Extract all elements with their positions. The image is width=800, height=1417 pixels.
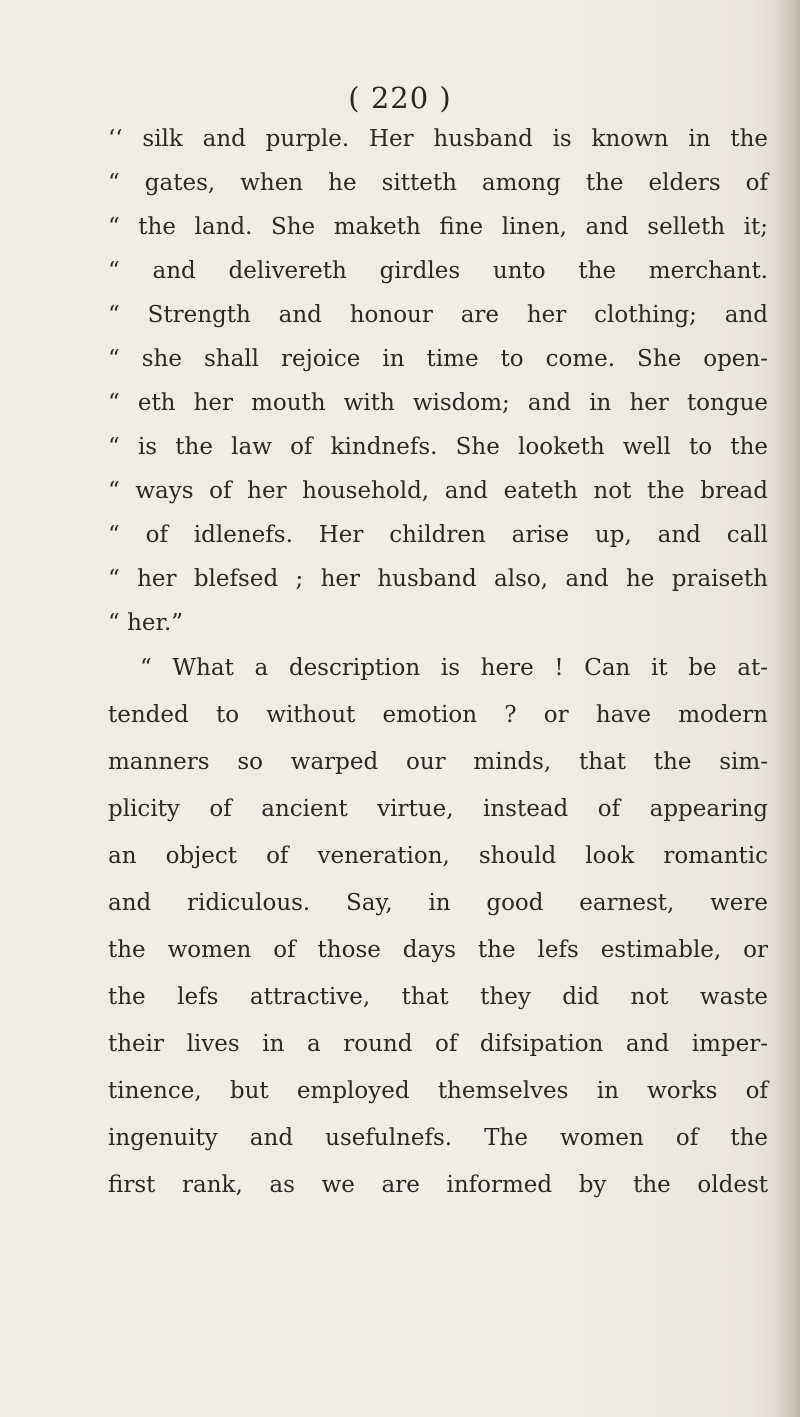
text-line: the women of those days the lefs estimable, or — [108, 937, 768, 963]
text-line: “ is the law of kindnefs. She looketh well to the — [108, 434, 768, 460]
text-line: “ of idlenefs. Her children arise up, and call — [108, 522, 768, 548]
text-line: “ the land. She maketh fine linen, and selleth it; — [108, 214, 768, 240]
text-line: “ her.” — [108, 610, 184, 636]
text-line: manners so warped our minds, that the sim- — [108, 749, 768, 775]
text-line: “ ways of her household, and eateth not the bread — [108, 478, 768, 504]
text-line: “ and delivereth girdles unto the merchant. — [108, 258, 768, 284]
text-line: tended to without emotion ? or have modern — [108, 702, 768, 728]
text-line: “ gates, when he sitteth among the elders of — [108, 170, 768, 196]
page-number: ( 220 ) — [348, 81, 452, 115]
text-line: and ridiculous. Say, in good earnest, were — [108, 890, 768, 916]
text-line: “ eth her mouth with wisdom; and in her tongue — [108, 390, 768, 416]
body-text — [108, 117, 768, 1209]
page-edge-shadow — [774, 0, 800, 1417]
text-line: an object of veneration, should look romantic — [108, 843, 768, 869]
paragraph-first-line: “ What a description is here ! Can it be at- — [140, 655, 768, 681]
text-line: plicity of ancient virtue, instead of appearing — [108, 796, 768, 822]
text-line: “ her blefsed ; her husband also, and he praiseth — [108, 566, 768, 592]
text-line: tinence, but employed themselves in works of — [108, 1078, 768, 1104]
text-line: their lives in a round of difsipation and imper- — [108, 1031, 768, 1057]
text-line: “ she shall rejoice in time to come. She open- — [108, 346, 768, 372]
text-line: first rank, as we are informed by the oldest — [108, 1172, 768, 1198]
text-line: ‘‘ silk and purple. Her husband is known in the — [108, 126, 768, 152]
text-line: “ Strength and honour are her clothing; and — [108, 302, 768, 328]
text-line: ingenuity and usefulnefs. The women of the — [108, 1125, 768, 1151]
text-line: the lefs attractive, that they did not waste — [108, 984, 768, 1010]
